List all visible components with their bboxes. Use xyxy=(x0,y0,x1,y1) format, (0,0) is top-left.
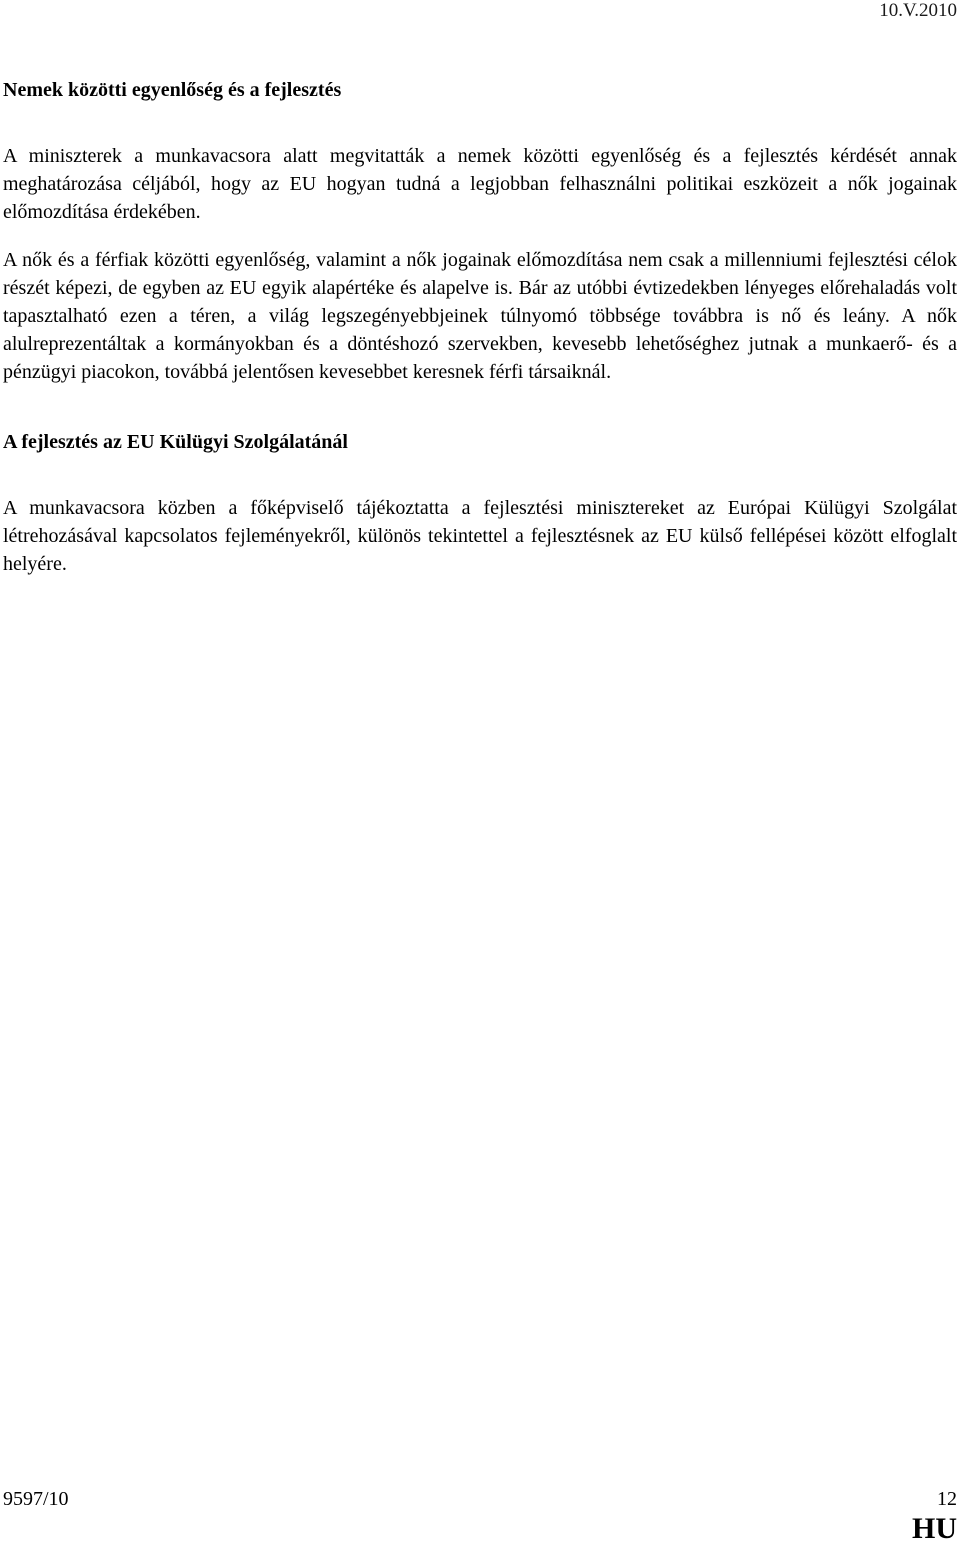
paragraph-ministers-discussion: A miniszterek a munkavacsora alatt megvitatták a nemek közötti egyenlőség és a fejlesztés kérdését annak meghatározása céljából, hogy az EU hogyan tudná a legjobban felhasználni politikai eszközeit a nők jogainak előmozdítása érdekében. xyxy=(3,145,957,223)
document-body xyxy=(3,76,957,578)
section-heading-gender-equality: Nemek közötti egyenlőség és a fejlesztés xyxy=(3,79,342,101)
document-date: 10.V.2010 xyxy=(879,0,957,21)
page-number: 12 xyxy=(937,1488,957,1510)
language-code: HU xyxy=(912,1512,957,1545)
section-heading-external-action-service: A fejlesztés az EU Külügyi Szolgálatánál xyxy=(3,431,348,453)
paragraph-gender-equality-details: A nők és a férfiak közötti egyenlőség, valamint a nők jogainak előmozdítása nem csak a millenniumi fejlesztési célok részét képezi, de egyben az EU egyik alapértéke és alapelve is. Bár az utóbbi évtizedekben lényeges előrehaladás volt tapasztalható ezen a téren, a világ legszegényebbjeinek túlnyomó többsége továbbra is nő és leány. A nők alulreprezentáltak a kormányokban és a döntéshozó szervekben, kevesebb lehetőséghez jutnak a munkaerő- és a pénzügyi piacokon, továbbá jelentősen kevesebbet keresnek férfi társaiknál. xyxy=(3,249,957,383)
paragraph-high-representative-briefing: A munkavacsora közben a főképviselő tájékoztatta a fejlesztési minisztereket az Európai Külügyi Szolgálat létrehozásával kapcsolatos fejleményekről, különös tekintettel a fejlesztésnek az EU külső fellépései között elfoglalt helyére. xyxy=(3,497,957,575)
document-number: 9597/10 xyxy=(3,1488,69,1510)
